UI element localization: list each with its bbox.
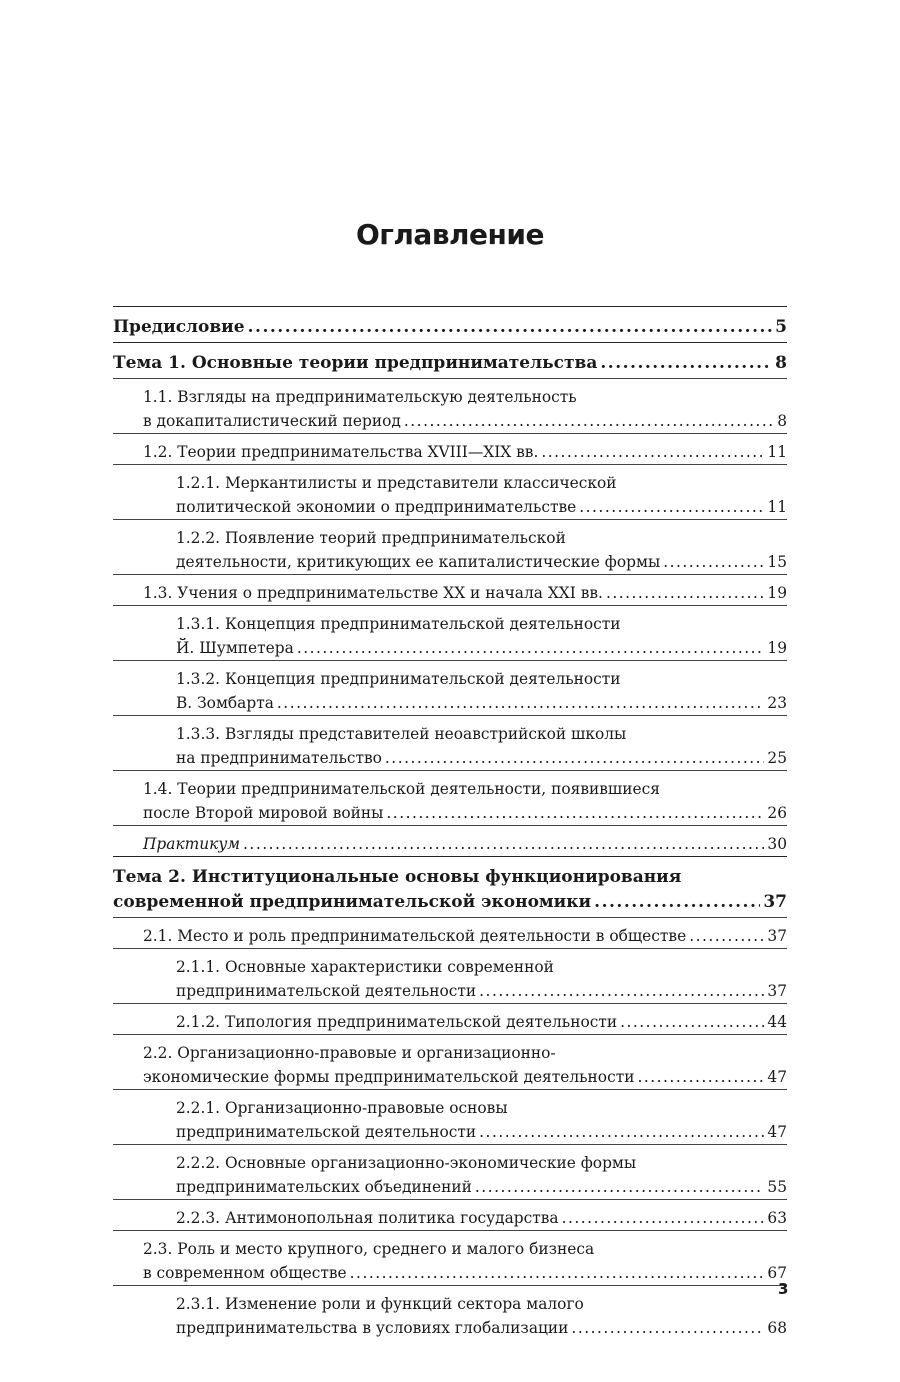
toc-entry-title-line: 2.1.1. Основные характеристики современной (176, 958, 554, 976)
toc-entry-page: 26 (767, 804, 787, 822)
toc-entry-title: предпринимательства в условиях глобализации (176, 1319, 569, 1337)
toc-entry-page: 68 (767, 1319, 787, 1337)
toc-entry-page: 8 (777, 412, 787, 430)
dot-leader (297, 636, 765, 660)
toc-entry[interactable] (113, 1230, 787, 1285)
toc-entry-page: 67 (767, 1264, 787, 1282)
toc-entry-row (143, 581, 787, 605)
dot-leader (350, 1261, 765, 1285)
toc-entry[interactable] (113, 574, 787, 605)
toc-entry-row (113, 351, 787, 376)
dot-leader (620, 1010, 764, 1034)
toc-entry-page: 30 (767, 835, 787, 853)
toc-entry-title: предпринимательской деятельности (176, 982, 477, 1000)
toc-entry[interactable] (113, 378, 787, 433)
toc-entry-title-line: 1.2.2. Появление теорий предпринимательской (176, 529, 566, 547)
toc-entry-title-line: 1.3.1. Концепция предпринимательской деятельности (176, 615, 621, 633)
dot-leader (579, 495, 764, 519)
toc-entry-title-line: 1.2.1. Меркантилисты и представители классической (176, 474, 617, 492)
toc-entry-page: 47 (767, 1068, 787, 1086)
toc-entry-row (176, 636, 787, 660)
dot-leader (479, 1120, 764, 1144)
toc-entry[interactable] (113, 948, 787, 1003)
toc-entry-title-line: Тема 2. Институциональные основы функционирования (113, 867, 682, 887)
toc-entry-row (176, 495, 787, 519)
toc-entry-row (176, 691, 787, 715)
toc-entry[interactable] (113, 1285, 787, 1340)
toc-entry[interactable] (113, 605, 787, 660)
toc-entry-row (143, 1261, 787, 1285)
toc-entry-row (176, 746, 787, 770)
toc-entry-page: 11 (767, 443, 787, 461)
toc-entry-page: 5 (775, 317, 787, 337)
toc-entry-row (113, 315, 787, 340)
dot-leader (385, 746, 765, 770)
toc-entry-page: 23 (767, 694, 787, 712)
dot-leader (243, 832, 764, 856)
toc-entry[interactable] (113, 770, 787, 825)
toc-entry-page: 25 (767, 749, 787, 767)
toc-entry-row (176, 1120, 787, 1144)
toc-entry-title-line: 2.3. Роль и место крупного, среднего и малого бизнеса (143, 1240, 595, 1258)
toc-entry-title: Тема 1. Основные теории предпринимательства (113, 353, 598, 373)
toc-entry[interactable] (113, 825, 787, 856)
table-of-contents (113, 306, 787, 1340)
dot-leader (594, 890, 760, 915)
toc-entry-title: Практикум (143, 835, 241, 853)
toc-entry-title: деятельности, критикующих ее капиталистические формы (176, 553, 661, 571)
page-title: Оглавление (355, 218, 544, 251)
toc-entry[interactable] (113, 433, 787, 464)
toc-entry[interactable] (113, 306, 787, 342)
page-number: 3 (778, 1280, 789, 1298)
toc-entry-title: современной предпринимательской экономики (113, 892, 592, 912)
toc-entry[interactable] (113, 519, 787, 574)
toc-entry-row (176, 1206, 787, 1230)
toc-entry-title: Предисловие (113, 317, 245, 337)
dot-leader (475, 1175, 765, 1199)
toc-entry[interactable] (113, 660, 787, 715)
toc-entry-title-line: 2.3.1. Изменение роли и функций сектора малого (176, 1295, 584, 1313)
toc-entry-page: 15 (767, 553, 787, 571)
toc-entry-row (176, 979, 787, 1003)
toc-entry-row (143, 1065, 787, 1089)
toc-entry-page: 19 (767, 639, 787, 657)
toc-entry-title-line: 1.3.2. Концепция предпринимательской деятельности (176, 670, 621, 688)
toc-entry-page: 19 (767, 584, 787, 602)
toc-entry[interactable] (113, 464, 787, 519)
toc-entry-row (176, 550, 787, 574)
dot-leader (479, 979, 764, 1003)
toc-entry-title: в современном обществе (143, 1264, 347, 1282)
toc-entry-title: в докапиталистический период (143, 412, 401, 430)
toc-entry-page: 44 (767, 1013, 787, 1031)
toc-entry-page: 8 (775, 353, 787, 373)
dot-leader (562, 1206, 765, 1230)
dot-leader (404, 409, 774, 433)
dot-leader (541, 440, 764, 464)
dot-leader (248, 315, 773, 340)
dot-leader (571, 1316, 764, 1340)
toc-entry-title: политической экономии о предпринимательстве (176, 498, 577, 516)
toc-entry-row (176, 1010, 787, 1034)
toc-entry[interactable] (113, 1199, 787, 1230)
toc-entry-title: на предпринимательство (176, 749, 382, 767)
toc-entry[interactable] (113, 1003, 787, 1034)
dot-leader (600, 351, 772, 376)
toc-entry-row (143, 801, 787, 825)
toc-entry[interactable] (113, 1144, 787, 1199)
toc-entry-row (176, 1175, 787, 1199)
dot-leader (277, 691, 765, 715)
toc-entry-title: 2.2.3. Антимонопольная политика государства (176, 1209, 559, 1227)
toc-entry-title: 2.1.2. Типология предпринимательской деятельности (176, 1013, 618, 1031)
toc-entry-title: 1.3. Учения о предпринимательстве XX и начала XXI вв. (143, 584, 603, 602)
dot-leader (689, 924, 764, 948)
toc-entry-page: 63 (767, 1209, 787, 1227)
toc-entry-page: 37 (763, 892, 787, 912)
toc-entry-page: 47 (767, 1123, 787, 1141)
toc-entry-title-line: 2.2. Организационно-правовые и организационно- (143, 1044, 556, 1062)
toc-entry[interactable] (113, 715, 787, 770)
toc-entry-title: Й. Шумпетера (176, 639, 294, 657)
dot-leader (637, 1065, 764, 1089)
toc-entry-title-line: 1.1. Взгляды на предпринимательскую деятельность (143, 388, 577, 406)
toc-entry-title: предпринимательских объединений (176, 1178, 472, 1196)
toc-entry-title-line: 2.2.2. Основные организационно-экономические формы (176, 1154, 637, 1172)
toc-entry-row (143, 409, 787, 433)
toc-entry-title: 1.2. Теории предпринимательства XVIII—XIX вв. (143, 443, 539, 461)
toc-entry-row (113, 890, 787, 915)
toc-entry-title-line: 1.4. Теории предпринимательской деятельности, появившиеся (143, 780, 660, 798)
toc-entry-title: после Второй мировой войны (143, 804, 384, 822)
toc-entry-page: 11 (767, 498, 787, 516)
toc-entry[interactable] (113, 856, 787, 917)
toc-entry-page: 55 (767, 1178, 787, 1196)
toc-entry[interactable] (113, 917, 787, 948)
toc-entry-row (143, 924, 787, 948)
toc-entry-row (176, 1316, 787, 1340)
toc-entry[interactable] (113, 1034, 787, 1089)
dot-leader (606, 581, 764, 605)
toc-entry-title: В. Зомбарта (176, 694, 274, 712)
toc-entry-row (143, 440, 787, 464)
toc-entry-title-line: 1.3.3. Взгляды представителей неоавстрийской школы (176, 725, 627, 743)
toc-entry-title-line: 2.2.1. Организационно-правовые основы (176, 1099, 508, 1117)
dot-leader (663, 550, 764, 574)
toc-entry-title: 2.1. Место и роль предпринимательской деятельности в обществе (143, 927, 687, 945)
toc-entry[interactable] (113, 1089, 787, 1144)
toc-entry[interactable] (113, 342, 787, 378)
toc-entry-page: 37 (767, 927, 787, 945)
toc-entry-title: предпринимательской деятельности (176, 1123, 477, 1141)
toc-entry-title: экономические формы предпринимательской деятельности (143, 1068, 635, 1086)
toc-entry-page: 37 (767, 982, 787, 1000)
dot-leader (386, 801, 764, 825)
toc-entry-row (143, 832, 787, 856)
